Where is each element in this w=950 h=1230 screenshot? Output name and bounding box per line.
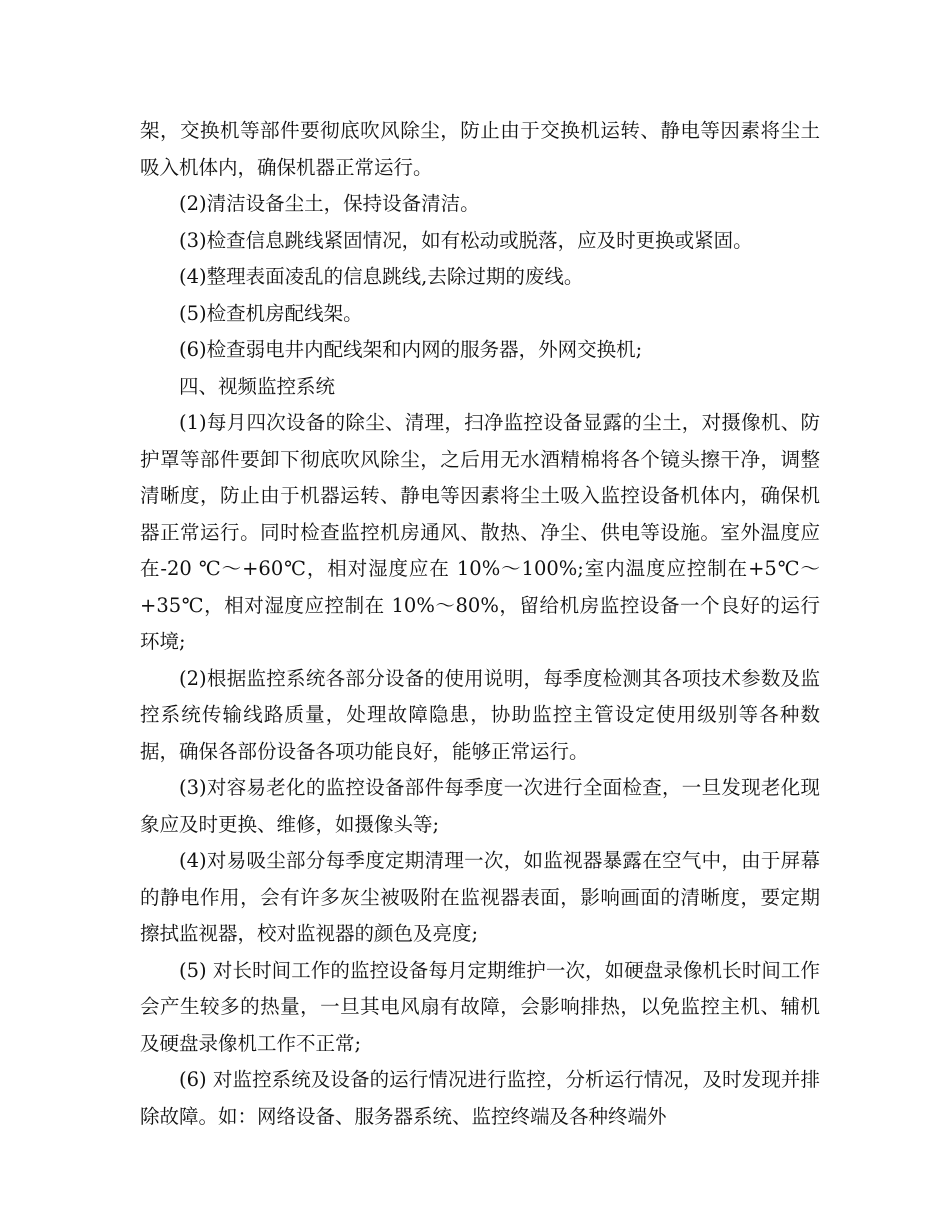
paragraph: (2)根据监控系统各部分设备的使用说明，每季度检测其各项技术参数及监控系统传输线路质量，处理故障隐患，协助监控主管设定使用级别等各种数据，确保各部份设备各项功能良好，能够正常运行。 [140, 666, 820, 763]
paragraph: (5)检查机房配线架。 [179, 301, 363, 325]
paragraph: (1)每月四次设备的除尘、清理，扫净监控设备显露的尘土，对摄像机、防护罩等部件要卸下彻底吹风除尘，之后用无水酒精棉将各个镜头擦干净，调整清晰度，防止由于机器运转、静电等因素将尘土吸入监控设备机体内，确保机器正常运行。同时检查监控机房通风、散热、净尘、供电等设施。室外温度应在-20 ℃～+60℃，相对湿度应在 10%～100%;室内温度应控制在+5℃～+35℃，相对湿度应控制在 10%～80%，留给机房监控设备一个良好的运行环境; [140, 411, 820, 653]
paragraph: (2)清洁设备尘土，保持设备清洁。 [179, 192, 480, 215]
paragraph: (3)对容易老化的监控设备部件每季度一次进行全面检查，一旦发现老化现象应及时更换、维修，如摄像头等; [140, 776, 820, 836]
paragraph: (3)检查信息跳线紧固情况，如有松动或脱落，应及时更换或紧固。 [179, 228, 753, 252]
paragraph: (4)对易吸尘部分每季度定期清理一次，如监视器暴露在空气中，由于屏幕的静电作用，会有许多灰尘被吸附在监视器表面，影响画面的清晰度，要定期擦拭监视器，校对监视器的颜色及亮度; [140, 849, 820, 945]
paragraph: (5) 对长时间工作的监控设备每月定期维护一次，如硬盘录像机长时间工作会产生较多的热量，一旦其电风扇有故障，会影响排热，以免监控主机、辅机及硬盘录像机工作不正常; [140, 958, 820, 1055]
paragraph: (6) 对监控系统及设备的运行情况进行监控，分析运行情况，及时发现并排除故障。如：网络设备、服务器系统、监控终端及各种终端外 [140, 1068, 820, 1128]
section-heading: 四、视频监控系统 [179, 374, 336, 398]
paragraph: (4)整理表面凌乱的信息跳线,去除过期的废线。 [179, 265, 584, 288]
paragraph: (6)检查弱电井内配线架和内网的服务器，外网交换机; [179, 338, 643, 361]
paragraph: 架，交换机等部件要彻底吹风除尘，防止由于交换机运转、静电等因素将尘土吸入机体内，确保机器正常运行。 [140, 119, 820, 179]
document-body [140, 113, 820, 1135]
